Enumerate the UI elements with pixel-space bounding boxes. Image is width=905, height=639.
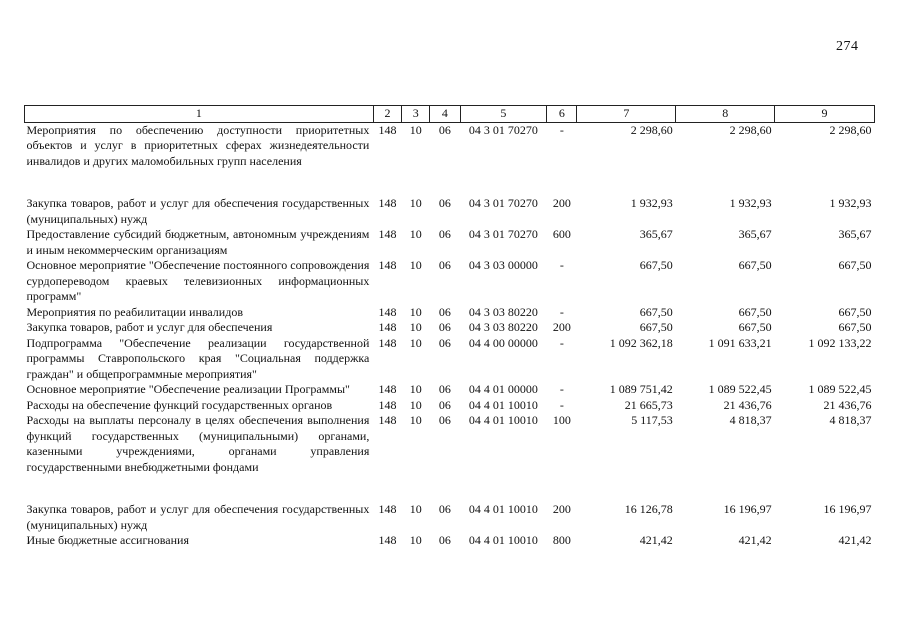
row-value-cell: 06 — [438, 397, 451, 412]
row-value-cell: 16 196,97 — [723, 502, 772, 516]
row-value-cell: 10 — [409, 397, 422, 412]
table-row — [25, 382, 875, 398]
budget-table — [24, 105, 875, 549]
row-value-cell: 148 — [378, 335, 397, 350]
row-value-cell: 10 — [409, 227, 422, 241]
row-name-cell: Иные бюджетные ассигнования — [26, 533, 189, 547]
row-value-cell: 10 — [409, 258, 422, 272]
header-row — [25, 106, 875, 123]
row-value-cell: 06 — [438, 320, 451, 334]
table-row — [25, 320, 875, 336]
row-value-cell: 200 — [552, 196, 571, 210]
row-value-cell: 5 117,53 — [631, 413, 673, 427]
row-value-cell: - — [559, 304, 564, 319]
row-value-cell: 148 — [378, 533, 397, 547]
row-value-cell: 421,42 — [639, 533, 673, 547]
row-value-cell: 1 089 522,45 — [708, 382, 772, 396]
row-value-cell: 04 4 01 00000 — [468, 382, 538, 396]
page-number: 274 — [836, 39, 859, 54]
row-value-cell: 21 436,76 — [823, 397, 872, 412]
row-name-cell: Закупка товаров, работ и услуг для обеспечения государственных (муниципальных) нужд — [26, 196, 370, 226]
row-value-cell: 06 — [438, 382, 451, 396]
row-value-cell: 667,50 — [838, 304, 872, 319]
row-value-cell: 06 — [438, 533, 451, 547]
row-name-cell: Основное мероприятие "Обеспечение постоянного сопровождения сурдопереводом краевых телевизионных информационных программ" — [26, 258, 370, 303]
row-value-cell: 16 196,97 — [823, 502, 872, 516]
table-row — [25, 398, 875, 414]
row-value-cell: - — [559, 382, 564, 396]
row-value-cell: 148 — [378, 196, 397, 210]
row-value-cell: 04 4 00 00000 — [468, 335, 538, 350]
header-cell: 2 — [373, 106, 401, 123]
row-value-cell: 148 — [378, 502, 397, 516]
row-value-cell: - — [559, 397, 564, 412]
row-value-cell: 800 — [552, 533, 571, 547]
row-value-cell: 1 089 751,42 — [609, 382, 673, 396]
row-value-cell: 06 — [438, 122, 451, 137]
row-name-cell: Основное мероприятие "Обеспечение реализации Программы" — [26, 382, 350, 396]
row-value-cell: 1 089 522,45 — [808, 382, 872, 396]
row-value-cell: 06 — [438, 196, 451, 210]
row-value-cell: 06 — [438, 304, 451, 319]
header-cell: 4 — [430, 106, 460, 123]
row-value-cell: 4 818,37 — [729, 413, 772, 427]
row-value-cell: 1 932,93 — [630, 196, 673, 210]
row-value-cell: 21 436,76 — [723, 397, 772, 412]
row-value-cell: 1 932,93 — [729, 196, 772, 210]
row-value-cell: 04 3 01 70270 — [468, 122, 538, 137]
header-cell: 7 — [577, 106, 676, 123]
row-value-cell: 667,50 — [738, 304, 772, 319]
row-value-cell: 16 126,78 — [624, 502, 673, 516]
row-value-cell: 06 — [438, 335, 451, 350]
row-value-cell: 10 — [409, 502, 422, 516]
table-row — [25, 533, 875, 549]
table-row — [25, 336, 875, 383]
row-value-cell: - — [559, 258, 564, 272]
row-value-cell: 148 — [378, 382, 397, 396]
row-value-cell: - — [559, 335, 564, 350]
row-value-cell: 04 3 03 80220 — [468, 304, 538, 319]
row-value-cell: 10 — [409, 196, 422, 210]
row-value-cell: 421,42 — [738, 533, 772, 547]
row-value-cell: 04 3 01 70270 — [468, 227, 538, 241]
row-name-cell: Мероприятия по обеспечению доступности приоритетных объектов и услуг в приоритетных сферах жизнедеятельности инвалидов и других маломобильных групп населения — [26, 122, 370, 168]
row-name-cell: Подпрограмма "Обеспечение реализации государственной программы Ставропольского края "Социальная поддержка граждан" и общепрограммные мероприятия" — [26, 335, 370, 381]
row-value-cell: 667,50 — [838, 258, 872, 272]
row-name-cell: Предоставление субсидий бюджетным, автономным учреждениям и иным некоммерческим организациям — [26, 227, 370, 257]
row-value-cell: 1 092 133,22 — [808, 335, 872, 350]
row-value-cell: 365,67 — [639, 227, 673, 241]
row-value-cell: 04 4 01 10010 — [468, 413, 538, 427]
row-value-cell: 148 — [378, 413, 397, 427]
row-value-cell: 148 — [378, 258, 397, 272]
table-row — [25, 122, 875, 169]
row-value-cell: 04 3 03 00000 — [468, 258, 538, 272]
row-value-cell: 10 — [409, 304, 422, 319]
row-value-cell: 148 — [378, 122, 397, 137]
spacer-cell — [25, 169, 875, 196]
header-cell: 6 — [547, 106, 577, 123]
header-cell: 8 — [676, 106, 775, 123]
row-value-cell: 148 — [378, 397, 397, 412]
row-value-cell: 421,42 — [838, 533, 872, 547]
row-value-cell: 148 — [378, 304, 397, 319]
table-row — [25, 502, 875, 533]
row-value-cell: 06 — [438, 502, 451, 516]
row-value-cell: 10 — [409, 382, 422, 396]
row-spacer — [25, 475, 875, 502]
row-value-cell: 667,50 — [639, 320, 673, 334]
row-value-cell: 1 092 362,18 — [609, 335, 673, 350]
row-value-cell: 1 932,93 — [829, 196, 872, 210]
row-value-cell: 04 4 01 10010 — [468, 533, 538, 547]
row-value-cell: 200 — [552, 502, 571, 516]
row-value-cell: 148 — [378, 227, 397, 241]
header-cell: 9 — [775, 106, 875, 123]
row-value-cell: 600 — [552, 227, 571, 241]
row-value-cell: 06 — [438, 227, 451, 241]
row-value-cell: 667,50 — [738, 258, 772, 272]
row-value-cell: 667,50 — [639, 258, 673, 272]
row-value-cell: 04 3 01 70270 — [468, 196, 538, 210]
row-name-cell: Закупка товаров, работ и услуг для обеспечения государственных (муниципальных) нужд — [26, 502, 370, 532]
table-row — [25, 258, 875, 305]
table-row — [25, 305, 875, 321]
table-row — [25, 413, 875, 475]
row-name-cell: Расходы на обеспечение функций государственных органов — [26, 397, 333, 412]
table-row — [25, 227, 875, 258]
row-value-cell: 10 — [409, 320, 422, 334]
row-value-cell: 667,50 — [738, 320, 772, 334]
row-value-cell: - — [559, 122, 564, 137]
row-value-cell: 4 818,37 — [829, 413, 872, 427]
row-value-cell: 06 — [438, 413, 451, 427]
row-value-cell: 04 4 01 10010 — [468, 397, 538, 412]
row-value-cell: 365,67 — [838, 227, 872, 241]
row-value-cell: 2 298,60 — [829, 122, 872, 137]
row-name-cell: Закупка товаров, работ и услуг для обеспечения — [26, 320, 273, 334]
row-value-cell: 1 091 633,21 — [708, 335, 772, 350]
row-spacer — [25, 169, 875, 196]
row-value-cell: 10 — [409, 122, 422, 137]
row-name-cell: Расходы на выплаты персоналу в целях обеспечения выполнения функций государственных (муниципальными) органами, казенными учреждениями, органами управления государственными внебюджетными фондами — [26, 413, 370, 474]
row-value-cell: 667,50 — [639, 304, 673, 319]
row-value-cell: 200 — [552, 320, 571, 334]
row-value-cell: 100 — [552, 413, 571, 427]
header-cell: 3 — [402, 106, 430, 123]
spacer-cell — [25, 475, 875, 502]
header-cell: 5 — [460, 106, 547, 123]
row-value-cell: 10 — [409, 533, 422, 547]
row-value-cell: 365,67 — [738, 227, 772, 241]
row-name-cell: Мероприятия по реабилитации инвалидов — [26, 304, 243, 319]
row-value-cell: 667,50 — [838, 320, 872, 334]
row-value-cell: 148 — [378, 320, 397, 334]
row-value-cell: 2 298,60 — [729, 122, 772, 137]
row-value-cell: 10 — [409, 335, 422, 350]
table-row — [25, 196, 875, 227]
row-value-cell: 21 665,73 — [624, 397, 673, 412]
row-value-cell: 06 — [438, 258, 451, 272]
header-cell: 1 — [25, 106, 374, 123]
row-value-cell: 2 298,60 — [630, 122, 673, 137]
row-value-cell: 04 4 01 10010 — [468, 502, 538, 516]
row-value-cell: 10 — [409, 413, 422, 427]
row-value-cell: 04 3 03 80220 — [468, 320, 538, 334]
